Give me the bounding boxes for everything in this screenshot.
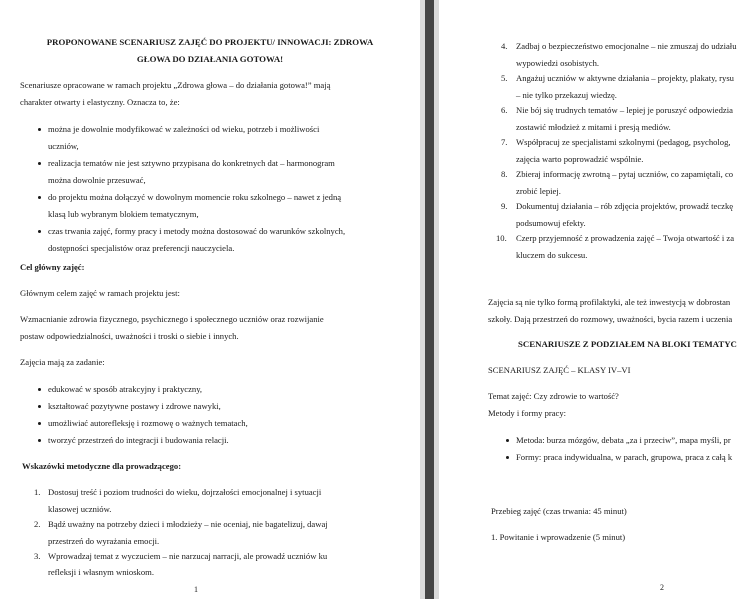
list-item-continuation: klasą lub wybranym blokiem tematycznym, bbox=[48, 209, 199, 219]
numbered-item-number: 5. bbox=[501, 73, 508, 83]
list-item: czas trwania zajęć, formy pracy i metody można dostosować do warunków szkolnych, bbox=[48, 226, 346, 236]
bullet-icon bbox=[38, 196, 41, 199]
closing-text-line-2: szkoły. Dają przestrzeń do rozmowy, uważności, bycia razem i uczenia bbox=[488, 314, 733, 324]
list-item: tworzyć przestrzeń do integracji i budowania relacji. bbox=[48, 435, 229, 445]
course-text: Przebieg zajęć (czas trwania: 45 minut) bbox=[491, 506, 627, 516]
list-item: można je dowolnie modyfikować w zależności od wieku, potrzeb i możliwości bbox=[48, 124, 320, 134]
numbered-item-continuation: kluczem do sukcesu. bbox=[516, 250, 588, 260]
page-number: 2 bbox=[660, 583, 664, 592]
numbered-item-number: 1. bbox=[34, 487, 41, 497]
step-1-text: 1. Powitanie i wprowadzenie (5 minut) bbox=[491, 532, 626, 542]
page-gutter bbox=[420, 0, 439, 599]
tasks-heading: Zajęcia mają za zadanie: bbox=[20, 357, 105, 367]
numbered-item: Zbieraj informację zwrotną – pytaj uczniów, co zapamiętali, co bbox=[516, 169, 734, 179]
bullet-icon bbox=[38, 405, 41, 408]
numbered-item: Zadbaj o bezpieczeństwo emocjonalne – nie zmuszaj do udziału bbox=[516, 41, 737, 51]
numbered-item-continuation: zrobić lepiej. bbox=[516, 186, 561, 196]
intro-text-line-2: charakter otwarty i elastyczny. Oznacza to, że: bbox=[20, 97, 180, 107]
class-heading: SCENARIUSZ ZAJĘĆ – KLASY IV–VI bbox=[488, 365, 631, 375]
page-number: 1 bbox=[194, 585, 198, 594]
bullet-icon bbox=[506, 456, 509, 459]
numbered-item: Bądź uważny na potrzeby dzieci i młodzieży – nie oceniaj, nie bagatelizuj, dawaj bbox=[48, 519, 328, 529]
bullet-icon bbox=[38, 230, 41, 233]
numbered-item-continuation: przestrzeń do wyrażania emocji. bbox=[48, 536, 160, 546]
numbered-item-continuation: wypowiedzi osobistych. bbox=[516, 58, 600, 68]
numbered-item-number: 7. bbox=[501, 137, 508, 147]
document-title-line-1: PROPONOWANE SCENARIUSZ ZAJĘĆ DO PROJEKTU/ INNOWACJI: ZDROWA bbox=[46, 37, 374, 47]
intro-text-line-1: Scenariusze opracowane w ramach projektu „Zdrowa głowa – do działania gotowa!” mają bbox=[20, 80, 331, 90]
list-item: do projektu można dołączyć w dowolnym momencie roku szkolnego – nawet z jedną bbox=[48, 192, 342, 202]
list-item: Metoda: burza mózgów, debata „za i przeciw”, mapa myśli, pr bbox=[516, 435, 731, 445]
methods-label: Metody i formy pracy: bbox=[488, 408, 567, 418]
numbered-item: Dostosuj treść i poziom trudności do wieku, dojrzałości emocjonalnej i sytuacji bbox=[48, 487, 322, 497]
bullet-icon bbox=[38, 128, 41, 131]
numbered-item-continuation: – nie tylko przekazuj wiedzę. bbox=[516, 90, 617, 100]
list-item: realizacja tematów nie jest sztywno przypisana do konkretnych dat – harmonogram bbox=[48, 158, 335, 168]
goal-description-line-1: Wzmacnianie zdrowia fizycznego, psychicznego i społecznego uczniów oraz rozwijanie bbox=[20, 314, 324, 324]
bullet-icon bbox=[38, 162, 41, 165]
numbered-item-number: 9. bbox=[501, 201, 508, 211]
goal-text: Głównym celem zajęć w ramach projektu jest: bbox=[20, 288, 180, 298]
blocks-heading: SCENARIUSZE Z PODZIAŁEM NA BLOKI TEMATYC bbox=[518, 339, 737, 349]
numbered-item: Czerp przyjemność z prowadzenia zajęć – Twoja otwartość i za bbox=[516, 233, 735, 243]
closing-text-line-1: Zajęcia są nie tylko formą profilaktyki, ale też inwestycją w dobrostan bbox=[488, 297, 731, 307]
numbered-item-number: 2. bbox=[34, 519, 41, 529]
goal-heading: Cel główny zajęć: bbox=[20, 262, 85, 272]
numbered-item-number: 8. bbox=[501, 169, 508, 179]
numbered-item: Dokumentuj działania – rób zdjęcia projektów, prowadź teczkę bbox=[516, 201, 734, 211]
scrollbar-divider bbox=[425, 0, 434, 599]
numbered-item-number: 6. bbox=[501, 105, 508, 115]
goal-description-line-2: postaw odpowiedzialności, uważności i troski o siebie i innych. bbox=[20, 331, 239, 341]
numbered-item: Angażuj uczniów w aktywne działania – projekty, plakaty, rysu bbox=[516, 73, 734, 83]
numbered-item: Wprowadzaj temat z wyczuciem – nie narzucaj narracji, ale prowadź uczniów ku bbox=[48, 551, 328, 561]
numbered-item-number: 3. bbox=[34, 551, 41, 561]
numbered-item-continuation: klasowej uczniów. bbox=[48, 504, 112, 514]
numbered-item-continuation: refleksji i własnym wnioskom. bbox=[48, 567, 154, 577]
method-heading: Wskazówki metodyczne dla prowadzącego: bbox=[22, 461, 182, 471]
list-item-continuation: można dowolnie przesuwać, bbox=[48, 175, 146, 185]
list-item-continuation: dostępności specjalistów oraz preferencji nauczyciela. bbox=[48, 243, 235, 253]
list-item: kształtować pozytywne postawy i zdrowe nawyki, bbox=[48, 401, 221, 411]
bullet-icon bbox=[506, 439, 509, 442]
list-item: umożliwiać autorefleksję i rozmowę o ważnych tematach, bbox=[48, 418, 248, 428]
list-item: edukować w sposób atrakcyjny i praktyczny, bbox=[48, 384, 203, 394]
numbered-item-continuation: zostawić młodzież z mitami i presją mediów. bbox=[516, 122, 671, 132]
document-title-line-2: GŁOWA DO DZIAŁANIA GOTOWA! bbox=[136, 54, 284, 64]
list-item-continuation: uczniów, bbox=[48, 141, 79, 151]
topic-text: Temat zajęć: Czy zdrowie to wartość? bbox=[488, 391, 619, 401]
bullet-icon bbox=[38, 422, 41, 425]
numbered-item-continuation: zajęcia warto poprowadzić wspólnie. bbox=[516, 154, 644, 164]
bullet-icon bbox=[38, 439, 41, 442]
document-page-2 bbox=[439, 0, 750, 599]
numbered-item-number: 10. bbox=[496, 233, 507, 243]
numbered-item: Współpracuj ze specjalistami szkolnymi (pedagog, psycholog, bbox=[516, 137, 731, 147]
numbered-item-number: 4. bbox=[501, 41, 508, 51]
numbered-item-continuation: podsumowuj efekty. bbox=[516, 218, 586, 228]
numbered-item: Nie bój się trudnych tematów – lepiej je poruszyć odpowiedzia bbox=[516, 105, 733, 115]
bullet-icon bbox=[38, 388, 41, 391]
list-item: Formy: praca indywidualna, w parach, grupowa, praca z całą k bbox=[516, 452, 733, 462]
